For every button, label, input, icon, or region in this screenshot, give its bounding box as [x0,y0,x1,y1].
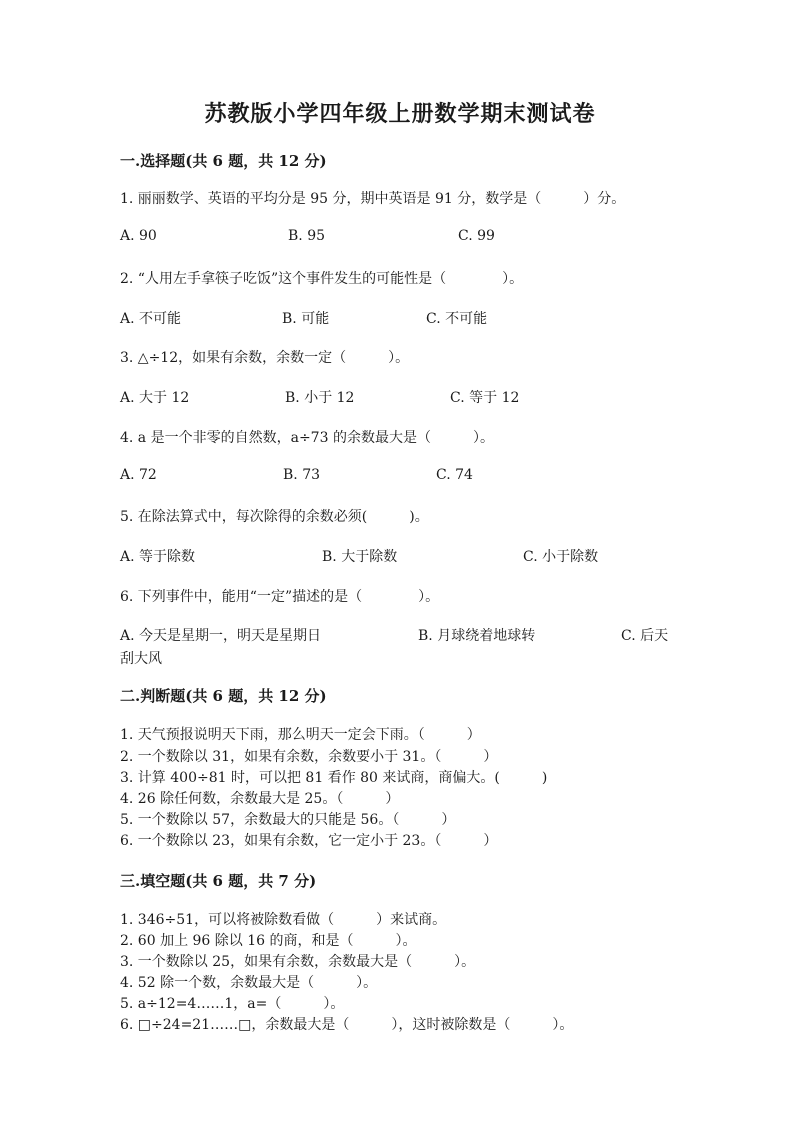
fill-item-6: 6. □÷24=21……□，余数最大是（ ），这时被除数是（ ）。 [120,1017,574,1033]
q4-option-a: A. 72 [120,467,157,483]
judge-item-5: 5. 一个数除以 57，余数最大的只能是 56。（ ） [120,812,456,828]
fill-item-4: 4. 52 除一个数，余数最大是（ ）。 [120,975,378,991]
page-title: 苏教版小学四年级上册数学期末测试卷 [204,101,596,127]
question-2: 2. “人用左手拿筷子吃饭”这个事件发生的可能性是（ ）。 [120,271,524,287]
q4-option-c: C. 74 [436,467,473,483]
q1-option-c: C. 99 [458,228,495,244]
fill-item-5: 5. a÷12=4……1，a=（ ）。 [120,996,345,1012]
q6-option-c: C. 后天 [621,628,669,644]
section-heading-fill: 三.填空题(共 6 题，共 7 分) [120,872,317,890]
fill-item-3: 3. 一个数除以 25，如果有余数，余数最大是（ ）。 [120,954,476,970]
judge-item-3: 3. 计算 400÷81 时，可以把 81 看作 80 来试商，商偏大。( ) [120,770,548,786]
q5-option-b: B. 大于除数 [322,549,398,565]
fill-item-2: 2. 60 加上 96 除以 16 的商，和是（ ）。 [120,933,417,949]
judge-item-2: 2. 一个数除以 31，如果有余数，余数要小于 31。（ ） [120,749,498,765]
judge-item-4: 4. 26 除任何数，余数最大是 25。（ ） [120,791,400,807]
q2-option-b: B. 可能 [282,311,330,327]
question-6: 6. 下列事件中，能用“一定”描述的是（ ）。 [120,589,440,605]
section-heading-choice: 一.选择题(共 6 题，共 12 分) [120,152,327,170]
q3-option-c: C. 等于 12 [450,390,520,406]
q4-option-b: B. 73 [283,467,321,483]
q1-option-b: B. 95 [288,228,326,244]
q6-option-b: B. 月球绕着地球转 [418,628,536,644]
q5-option-a: A. 等于除数 [120,549,196,565]
question-5: 5. 在除法算式中，每次除得的余数必须( )。 [120,509,429,525]
q1-option-a: A. 90 [120,228,157,244]
question-4: 4. a 是一个非零的自然数，a÷73 的余数最大是（ ）。 [120,430,494,446]
q6-option-c-continued: 刮大风 [120,651,162,667]
question-1: 1. 丽丽数学、英语的平均分是 95 分，期中英语是 91 分，数学是（ ）分。 [120,191,626,207]
q5-option-c: C. 小于除数 [523,549,599,565]
question-3: 3. △÷12，如果有余数，余数一定（ ）。 [120,350,410,366]
q6-option-a: A. 今天是星期一，明天是星期日 [120,628,322,644]
judge-item-1: 1. 天气预报说明天下雨，那么明天一定会下雨。（ ） [120,727,481,743]
judge-item-6: 6. 一个数除以 23，如果有余数，它一定小于 23。（ ） [120,833,498,849]
q2-option-a: A. 不可能 [120,311,182,327]
q2-option-c: C. 不可能 [426,311,488,327]
q3-option-b: B. 小于 12 [285,390,355,406]
section-heading-judge: 二.判断题(共 6 题，共 12 分) [120,687,327,705]
q3-option-a: A. 大于 12 [120,390,190,406]
fill-item-1: 1. 346÷51，可以将被除数看做（ ）来试商。 [120,912,447,928]
